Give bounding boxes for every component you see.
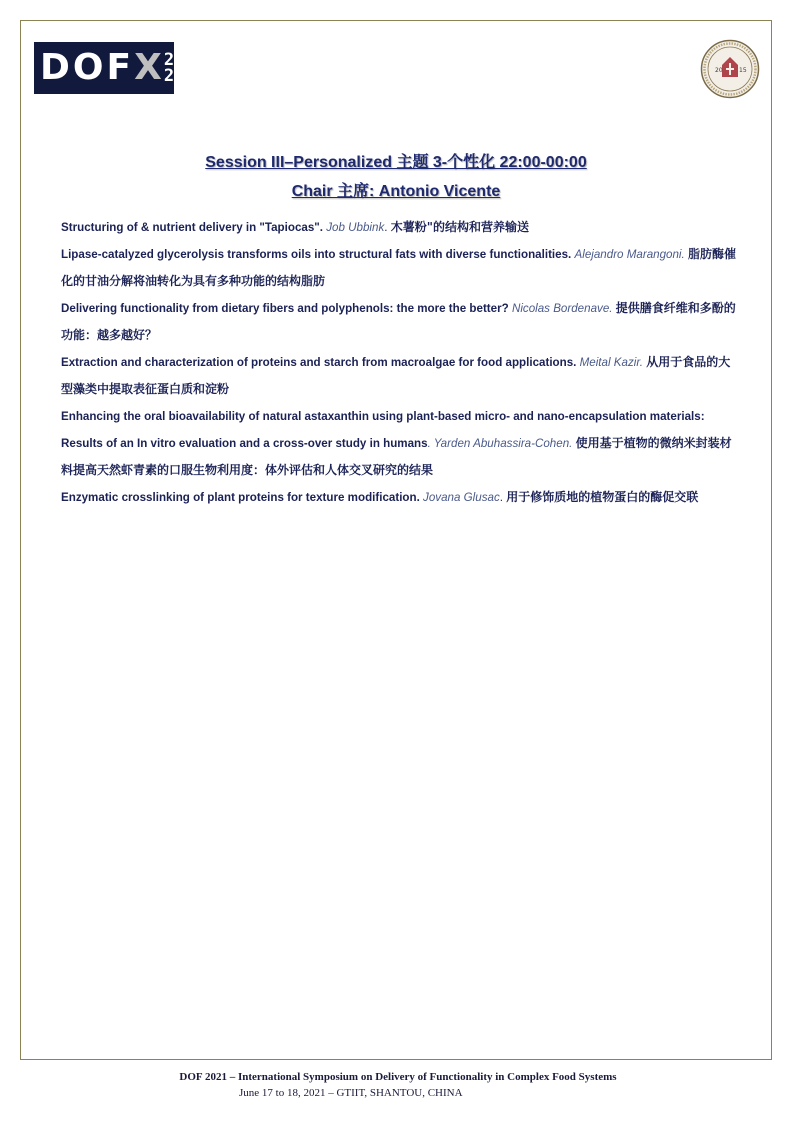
talk-author: Alejandro Marangoni. (574, 248, 685, 261)
dofx-logo (34, 42, 189, 94)
footer-symposium-name: DOF 2021 – International Symposium on Delivery of Functionality in Complex Food Systems (179, 1071, 617, 1083)
footer-date-location: June 17 to 18, 2021 – GTIIT, SHANTOU, CHINA (239, 1087, 463, 1099)
talk-separator: . (384, 221, 388, 234)
talk-chinese-title: 从用于食品的大型藻类中提取表征蛋白质和淀粉 (61, 355, 731, 396)
talk-author: Job Ubbink (326, 221, 385, 234)
seal-year-right: 15 (739, 67, 747, 74)
talk-item (61, 295, 741, 349)
talk-chinese-title: 脂肪酶催化的甘油分解将油转化为具有多种功能的结构脂肪 (61, 247, 736, 288)
talk-chinese-title: 提供膳食纤维和多酚的功能：越多越好？ (61, 301, 736, 342)
talk-item (61, 214, 741, 241)
talk-title: Delivering functionality from dietary fibers and polyphenols: the more the better? (61, 302, 509, 315)
talk-title: Lipase-catalyzed glycerolysis transforms oils into structural fats with diverse functionalities. (61, 248, 572, 261)
talk-author: Nicolas Bordenave. (511, 302, 613, 315)
talk-title: Structuring of & nutrient delivery in "Tapiocas". (61, 221, 324, 234)
session-title: Session III–Personalized 主题 3-个性化 22:00-00:00 (205, 154, 587, 171)
talk-author: Jovana Glusac (423, 491, 500, 504)
technion-seal-icon (700, 39, 760, 99)
talk-item (61, 403, 741, 484)
talk-title: Enzymatic crosslinking of plant proteins for texture modification. (61, 491, 420, 504)
logo-year-bottom: 21 (163, 66, 189, 86)
session-chair: Chair 主席: Antonio Vicente (291, 183, 501, 200)
talk-item (61, 241, 741, 295)
talk-title: Extraction and characterization of proteins and starch from macroalgae for food applications. (61, 356, 577, 369)
logo-letters: DOF (40, 47, 135, 88)
logo-x: X (134, 47, 162, 88)
talk-title: Enhancing the oral bioavailability of natural astaxanthin using plant-based micro- and nano-encapsulation materials: Results of an In vitro evaluation and a cross-over study in humans (61, 410, 705, 450)
talk-item (61, 349, 741, 403)
talk-author: . Yarden Abuhassira-Cohen. (427, 437, 573, 450)
talk-author: Meital Kazir. (579, 356, 643, 369)
seal-year-left: 20 (715, 67, 723, 74)
talk-list (61, 214, 741, 511)
talk-chinese-title: 用于修饰质地的植物蛋白的酶促交联 (506, 490, 699, 504)
talk-item (61, 484, 741, 511)
talk-separator: . (499, 491, 503, 504)
talk-chinese-title: 木薯粉"的结构和营养输送 (390, 220, 529, 234)
logo-year-top: 20 (163, 50, 189, 70)
logo-year (164, 52, 188, 84)
talk-chinese-title: 使用基于植物的微纳米封装材料提高天然虾青素的口服生物利用度：体外评估和人体交叉研究的结果 (61, 436, 732, 477)
page-border (20, 20, 772, 1060)
